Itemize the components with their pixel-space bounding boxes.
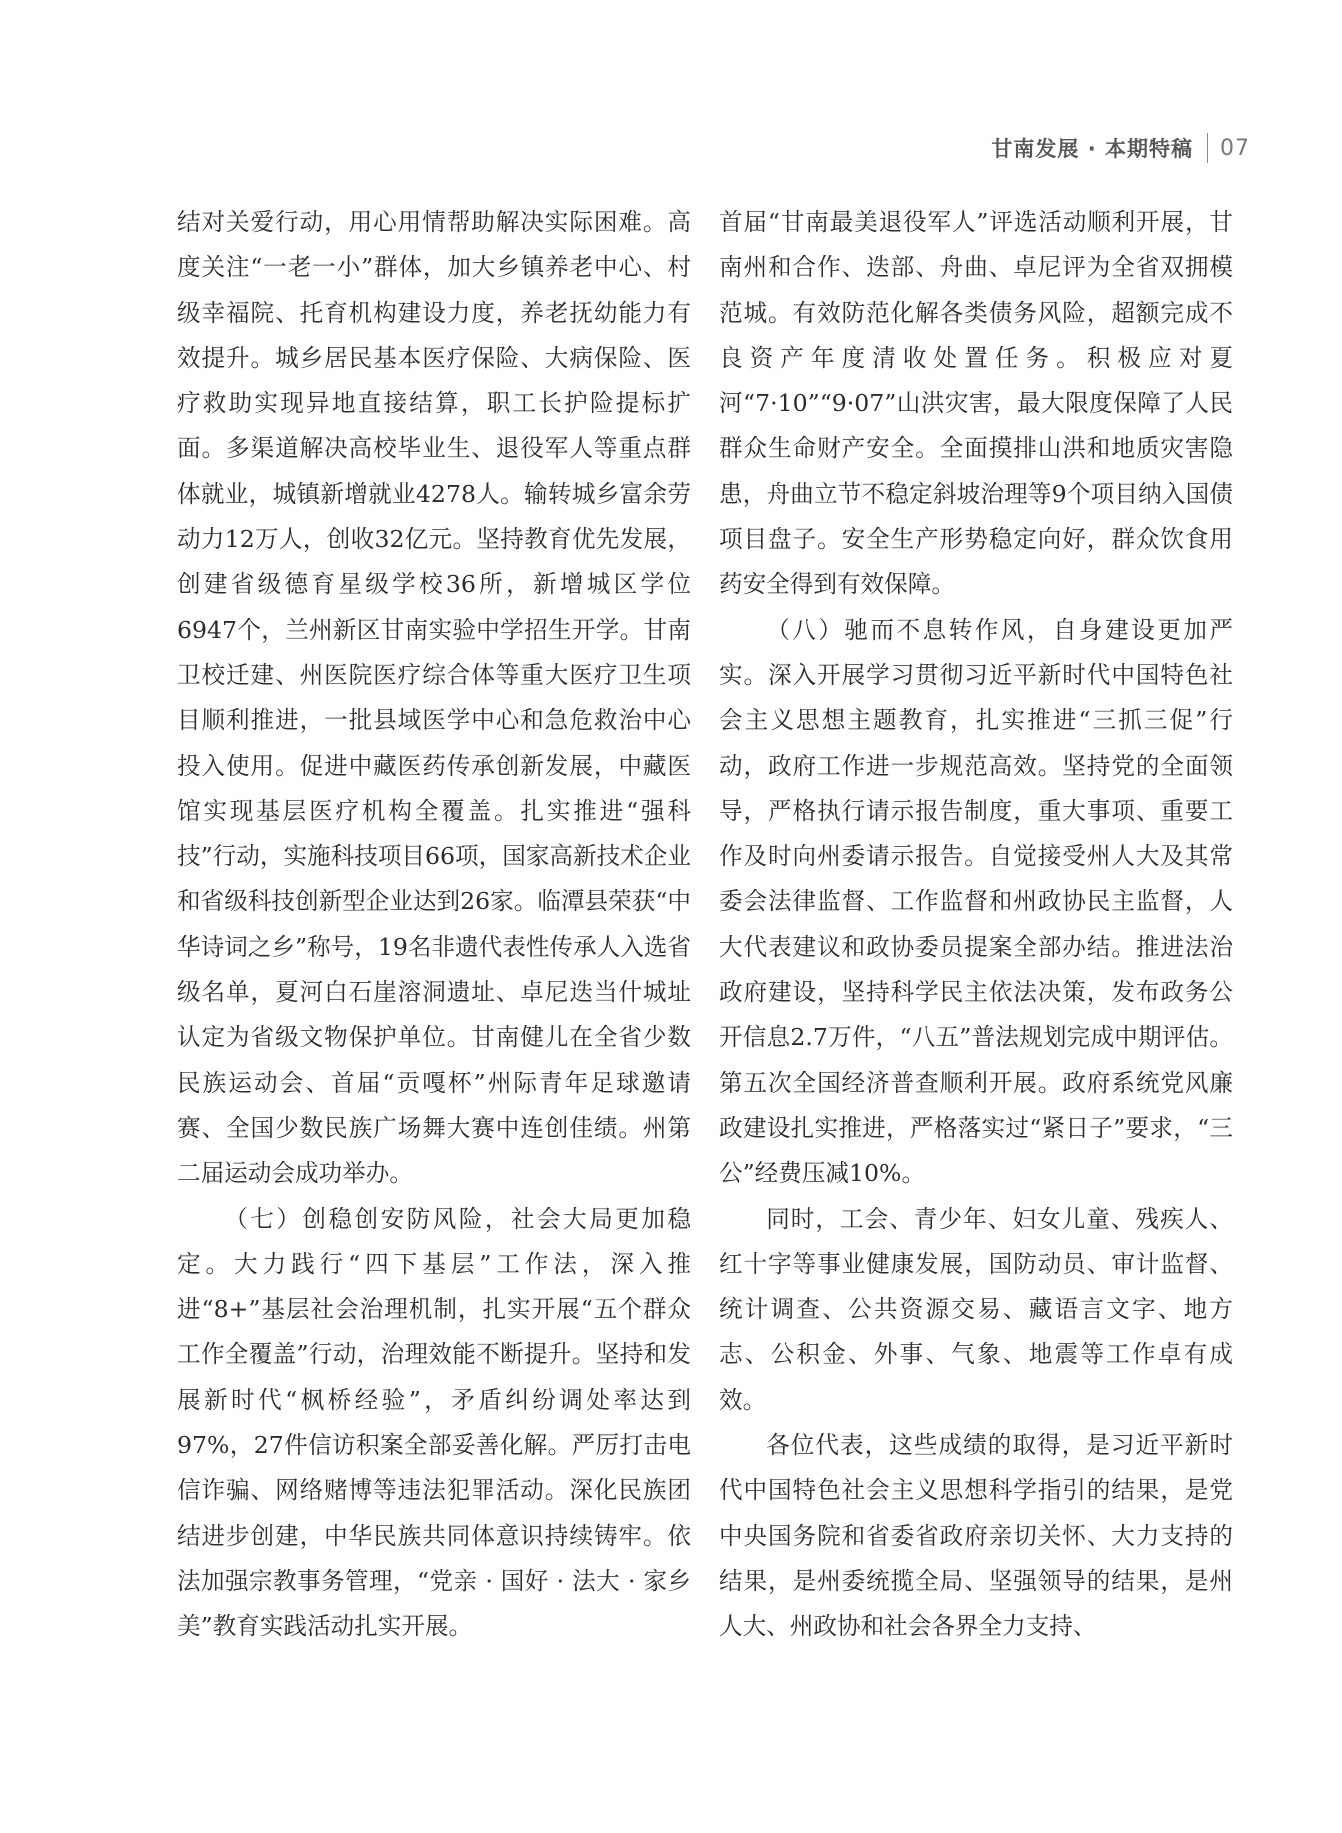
header-divider <box>1207 133 1208 163</box>
paragraph: 首届“甘南最美退役军人”评选活动顺利开展，甘南州和合作、迭部、舟曲、卓尼评为全省双拥模范城。有效防范化解各类债务风险，超额完成不良资产年度清收处置任务。积极应对夏河“7·10”“9·07”山洪灾害，最大限度保障了人民群众生命财产安全。全面摸排山洪和地质灾害隐患，舟曲立节不稳定斜坡治理等9个项目纳入国债项目盘子。安全生产形势稳定向好，群众饮食用药安全得到有效保障。 <box>719 208 1233 599</box>
paragraph: （七）创稳创安防风险，社会大局更加稳定。大力践行“四下基层”工作法，深入推进“8+”基层社会治理机制，扎实开展“五个群众工作全覆盖”行动，治理效能不断提升。坚持和发展新时代“枫桥经验”，矛盾纠纷调处率达到97%，27件信访积案全部妥善化解。严厉打击电信诈骗、网络赌博等违法犯罪活动。深化民族团结进步创建，中华民族共同体意识持续铸牢。依法加强宗教事务管理，“党亲 · 国好 · 法大 · 家乡美”教育实践活动扎实开展。 <box>177 1204 691 1641</box>
running-header <box>991 130 1250 166</box>
paragraph: 同时，工会、青少年、妇女儿童、残疾人、红十字等事业健康发展，国防动员、审计监督、统计调查、公共资源交易、藏语言文字、地方志、公积金、外事、气象、地震等工作卓有成效。 <box>719 1204 1233 1414</box>
left-column <box>177 200 691 1650</box>
paragraph: 各位代表，这些成绩的取得，是习近平新时代中国特色社会主义思想科学指引的结果，是党中央国务院和省委省政府亲切关怀、大力支持的结果，是州委统揽全局、坚强领导的结果，是州人大、州政协和社会各界全力支持、 <box>719 1431 1233 1641</box>
section-title: 甘南发展 · 本期特稿 <box>991 137 1193 161</box>
paragraph: 结对关爱行动，用心用情帮助解决实际困难。高度关注“一老一小”群体，加大乡镇养老中心、村级幸福院、托育机构建设力度，养老抚幼能力有效提升。城乡居民基本医疗保险、大病保险、医疗救助实现异地直接结算，职工长护险提标扩面。多渠道解决高校毕业生、退役军人等重点群体就业，城镇新增就业4278人。输转城乡富余劳动力12万人，创收32亿元。坚持教育优先发展，创建省级德育星级学校36所，新增城区学位6947个，兰州新区甘南实验中学招生开学。甘南卫校迁建、州医院医疗综合体等重大医疗卫生项目顺利推进，一批县域医学中心和急危救治中心投入使用。促进中藏医药传承创新发展，中藏医馆实现基层医疗机构全覆盖。扎实推进“强科技”行动，实施科技项目66项，国家高新技术企业和省级科技创新型企业达到26家。临潭县荣获“中华诗词之乡”称号，19名非遗代表性传承人入选省级名单，夏河白石崖溶洞遗址、卓尼迭当什城址认定为省级文物保护单位。甘南健儿在全省少数民族运动会、首届“贡嘎杯”州际青年足球邀请赛、全国少数民族广场舞大赛中连创佳绩。州第二届运动会成功举办。 <box>177 208 691 1188</box>
right-column <box>719 200 1233 1650</box>
paragraph: （八）驰而不息转作风，自身建设更加严实。深入开展学习贯彻习近平新时代中国特色社会主义思想主题教育，扎实推进“三抓三促”行动，政府工作进一步规范高效。坚持党的全面领导，严格执行请示报告制度，重大事项、重要工作及时向州委请示报告。自觉接受州人大及其常委会法律监督、工作监督和州政协民主监督，人大代表建议和政协委员提案全部办结。推进法治政府建设，坚持科学民主依法决策，发布政务公开信息2.7万件，“八五”普法规划完成中期评估。第五次全国经济普查顺利开展。政府系统党风廉政建设扎实推进，严格落实过“紧日子”要求，“三公”经费压减10%。 <box>719 615 1233 1188</box>
page-number: 07 <box>1220 135 1250 161</box>
